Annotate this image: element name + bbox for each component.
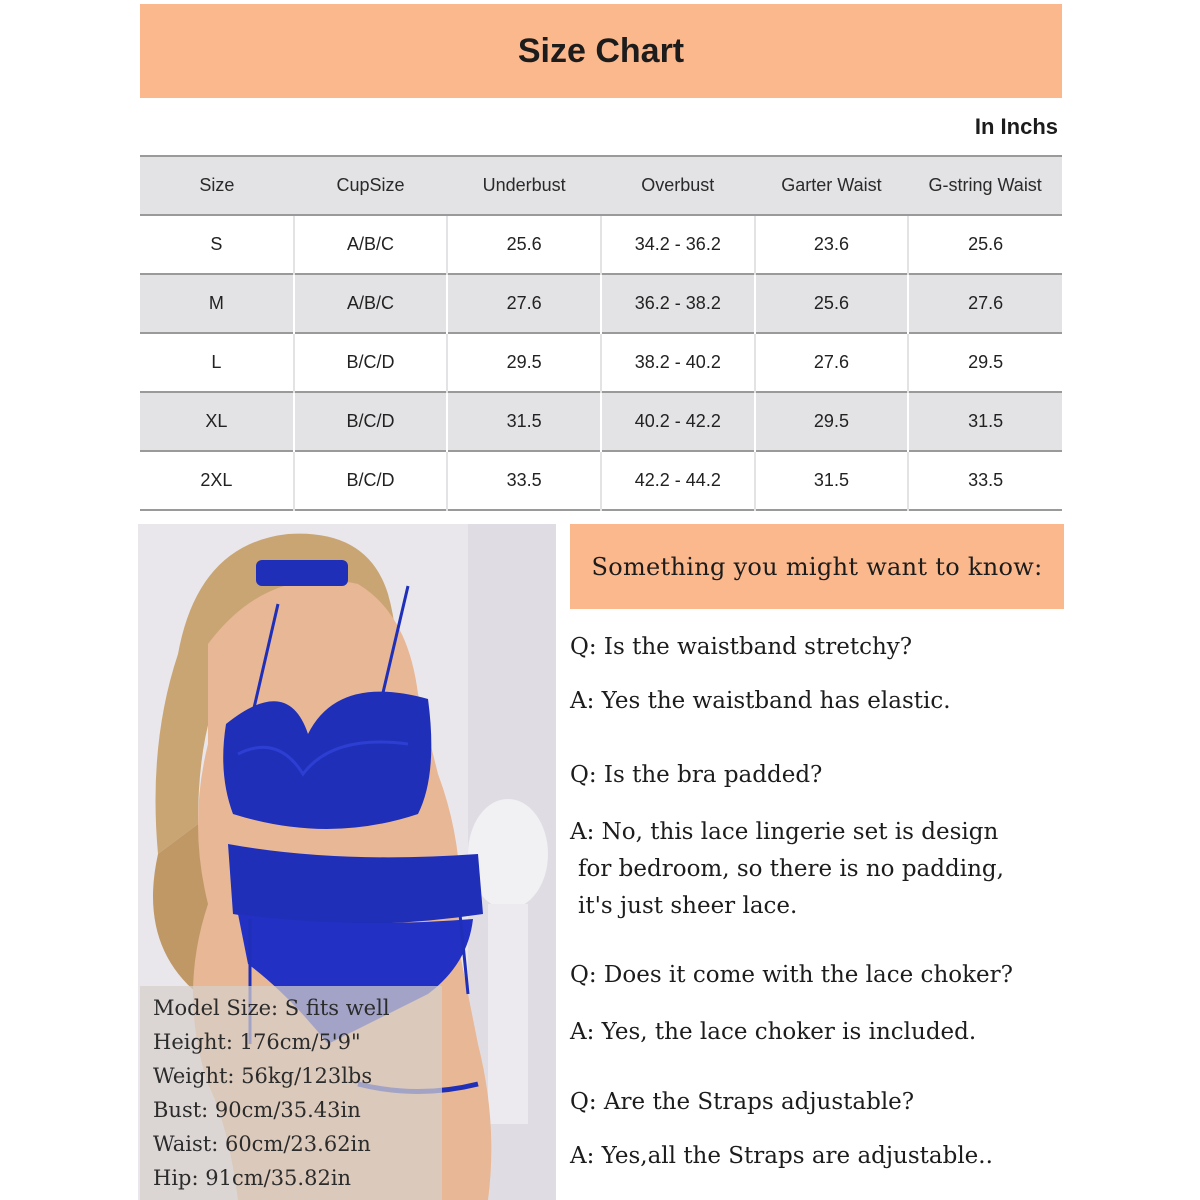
table-row [140, 215, 1062, 274]
table-row [140, 451, 1062, 510]
table-cell: A/B/C [294, 215, 448, 274]
column-header: CupSize [294, 156, 448, 215]
size-table [140, 155, 1062, 511]
table-row [140, 274, 1062, 333]
model-info-card [140, 986, 442, 1200]
column-header: Underbust [447, 156, 601, 215]
table-cell: 27.6 [755, 333, 909, 392]
table-cell: L [211, 352, 222, 372]
table-cell: 33.5 [447, 451, 601, 510]
table-cell: 25.6 [908, 215, 1062, 274]
faq-answer: A: Yes the waistband has elastic. [570, 688, 951, 714]
table-cell: S [210, 234, 223, 254]
table-cell: 29.5 [755, 392, 909, 451]
faq-answer: A: Yes, the lace choker is included. [570, 1019, 977, 1045]
model-size-line: Model Size: S fits well [153, 996, 390, 1020]
table-cell: 2XL [200, 470, 233, 490]
table-cell: 33.5 [908, 451, 1062, 510]
table-cell: 29.5 [908, 333, 1062, 392]
page-title: Size Chart [517, 31, 685, 70]
table-row [140, 333, 1062, 392]
table-cell: XL [205, 411, 228, 431]
faq-answer-continued: for bedroom, so there is no padding, [578, 856, 1004, 882]
table-cell: 36.2 - 38.2 [601, 274, 755, 333]
table-cell: B/C/D [294, 333, 448, 392]
column-header: G-string Waist [908, 156, 1062, 215]
size-chart-banner [140, 4, 1062, 98]
table-row [140, 392, 1062, 451]
faq-question: Q: Does it come with the lace choker? [570, 962, 1013, 988]
table-header-row [140, 156, 1062, 215]
faq-title: Something you might want to know: [591, 552, 1043, 581]
faq-answer-continued: it's just sheer lace. [578, 893, 798, 919]
table-cell: A/B/C [294, 274, 448, 333]
faq-banner [570, 524, 1064, 609]
column-header: Size [140, 156, 294, 215]
table-cell: 38.2 - 40.2 [601, 333, 755, 392]
table-cell: 25.6 [447, 215, 601, 274]
table-cell: 40.2 - 42.2 [601, 392, 755, 451]
table-cell: 34.2 - 36.2 [601, 215, 755, 274]
column-header: Overbust [601, 156, 755, 215]
model-weight-line: Weight: 56kg/123lbs [153, 1064, 373, 1088]
faq-question: Q: Is the waistband stretchy? [570, 634, 913, 660]
table-cell: 31.5 [908, 392, 1062, 451]
table-cell: 29.5 [447, 333, 601, 392]
table-cell: 42.2 - 44.2 [601, 451, 755, 510]
table-cell: B/C/D [294, 392, 448, 451]
column-header: Garter Waist [755, 156, 909, 215]
model-hip-line: Hip: 91cm/35.82in [153, 1166, 352, 1190]
table-cell: B/C/D [294, 451, 448, 510]
unit-note: In Inchs [974, 114, 1058, 139]
table-cell: 27.6 [447, 274, 601, 333]
faq-answer: A: No, this lace lingerie set is design [570, 819, 999, 845]
table-cell: M [208, 293, 224, 313]
table-cell: 27.6 [908, 274, 1062, 333]
table-cell: 25.6 [755, 274, 909, 333]
model-height-line: Height: 176cm/5'9" [153, 1030, 361, 1054]
faq-answer: A: Yes,all the Straps are adjustable.. [570, 1143, 993, 1169]
table-cell: 23.6 [755, 215, 909, 274]
model-bust-line: Bust: 90cm/35.43in [153, 1098, 361, 1122]
faq-question: Q: Are the Straps adjustable? [570, 1089, 915, 1115]
table-cell: 31.5 [447, 392, 601, 451]
table-cell: 31.5 [755, 451, 909, 510]
faq-question: Q: Is the bra padded? [570, 762, 823, 788]
model-waist-line: Waist: 60cm/23.62in [153, 1132, 371, 1156]
